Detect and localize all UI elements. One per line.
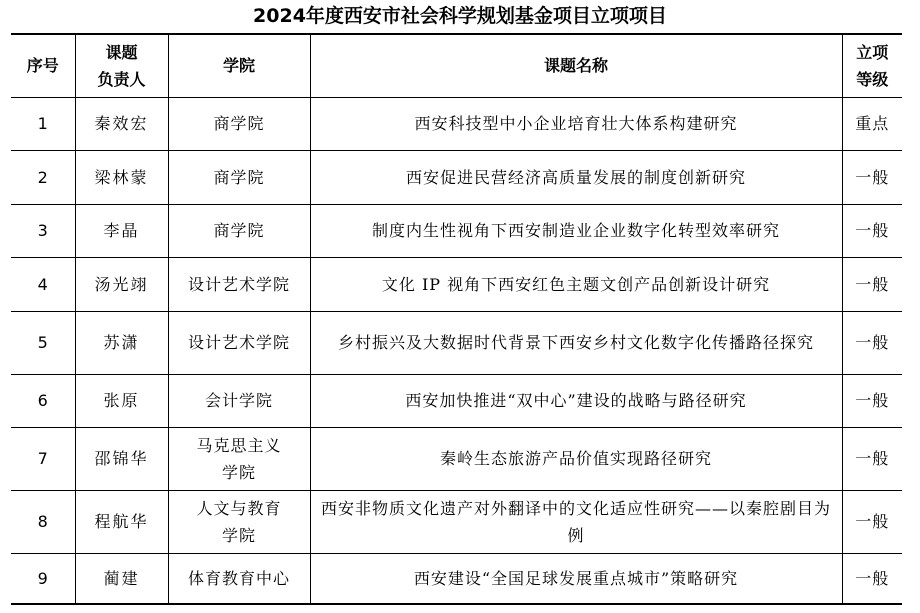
row-college: 设计艺术学院 <box>168 311 310 374</box>
row-topic: 文化 IP 视角下西安红色主题文创产品创新设计研究 <box>310 257 842 311</box>
row-college: 商学院 <box>168 150 310 204</box>
row-college: 会计学院 <box>168 374 310 427</box>
row-number: 5 <box>11 311 75 374</box>
table-row <box>11 150 902 204</box>
row-number: 2 <box>11 150 75 204</box>
row-leader: 张原 <box>75 374 168 427</box>
row-leader: 程航华 <box>75 490 168 553</box>
row-college: 商学院 <box>168 204 310 257</box>
row-level: 一般 <box>842 374 902 427</box>
table-row <box>11 311 902 374</box>
row-number: 1 <box>11 97 75 150</box>
header-leader-line2: 负责人 <box>97 69 146 89</box>
table-row <box>11 427 902 490</box>
row-number: 8 <box>11 490 75 553</box>
row-level: 一般 <box>842 150 902 204</box>
row-college: 设计艺术学院 <box>168 257 310 311</box>
row-leader: 梁林蒙 <box>75 150 168 204</box>
table-row <box>11 374 902 427</box>
row-college: 体育教育中心 <box>168 553 310 604</box>
row-level: 一般 <box>842 427 902 490</box>
row-college: 马克思主义学院 <box>168 427 310 490</box>
row-topic: 制度内生性视角下西安制造业企业数字化转型效率研究 <box>310 204 842 257</box>
row-number: 7 <box>11 427 75 490</box>
row-topic: 乡村振兴及大数据时代背景下西安乡村文化数字化传播路径探究 <box>310 311 842 374</box>
row-topic: 西安非物质文化遗产对外翻译中的文化适应性研究——以秦腔剧目为例 <box>310 490 842 553</box>
row-level: 一般 <box>842 490 902 553</box>
row-topic: 西安加快推进“双中心”建设的战略与路径研究 <box>310 374 842 427</box>
table-row <box>11 490 902 553</box>
row-leader: 秦效宏 <box>75 97 168 150</box>
row-topic: 西安促进民营经济高质量发展的制度创新研究 <box>310 150 842 204</box>
row-level: 重点 <box>842 97 902 150</box>
row-level: 一般 <box>842 311 902 374</box>
table-row <box>11 553 902 604</box>
row-level: 一般 <box>842 204 902 257</box>
header-leader-line1: 课题 <box>105 42 138 62</box>
header-row <box>11 34 902 97</box>
header-topic: 课题名称 <box>310 34 842 97</box>
row-number: 6 <box>11 374 75 427</box>
header-leader <box>75 34 168 97</box>
row-leader: 汤光翊 <box>75 257 168 311</box>
table-row <box>11 97 902 150</box>
table-row <box>11 257 902 311</box>
row-leader: 蔺建 <box>75 553 168 604</box>
row-leader: 李晶 <box>75 204 168 257</box>
header-index: 序号 <box>11 34 75 97</box>
row-leader: 邵锦华 <box>75 427 168 490</box>
project-table <box>11 33 902 605</box>
header-level-line1: 立项 <box>856 42 889 62</box>
row-college: 人文与教育学院 <box>168 490 310 553</box>
row-number: 3 <box>11 204 75 257</box>
row-topic: 西安科技型中小企业培育壮大体系构建研究 <box>310 97 842 150</box>
row-college: 商学院 <box>168 97 310 150</box>
row-topic: 秦岭生态旅游产品价值实现路径研究 <box>310 427 842 490</box>
row-level: 一般 <box>842 553 902 604</box>
row-level: 一般 <box>842 257 902 311</box>
header-level <box>842 34 902 97</box>
row-leader: 苏潇 <box>75 311 168 374</box>
row-number: 4 <box>11 257 75 311</box>
table-row <box>11 204 902 257</box>
document-title: 2024年度西安市社会科学规划基金项目立项项目 <box>253 5 667 27</box>
header-level-line2: 等级 <box>856 69 889 89</box>
row-number: 9 <box>11 553 75 604</box>
row-topic: 西安建设“全国足球发展重点城市”策略研究 <box>310 553 842 604</box>
header-college: 学院 <box>168 34 310 97</box>
